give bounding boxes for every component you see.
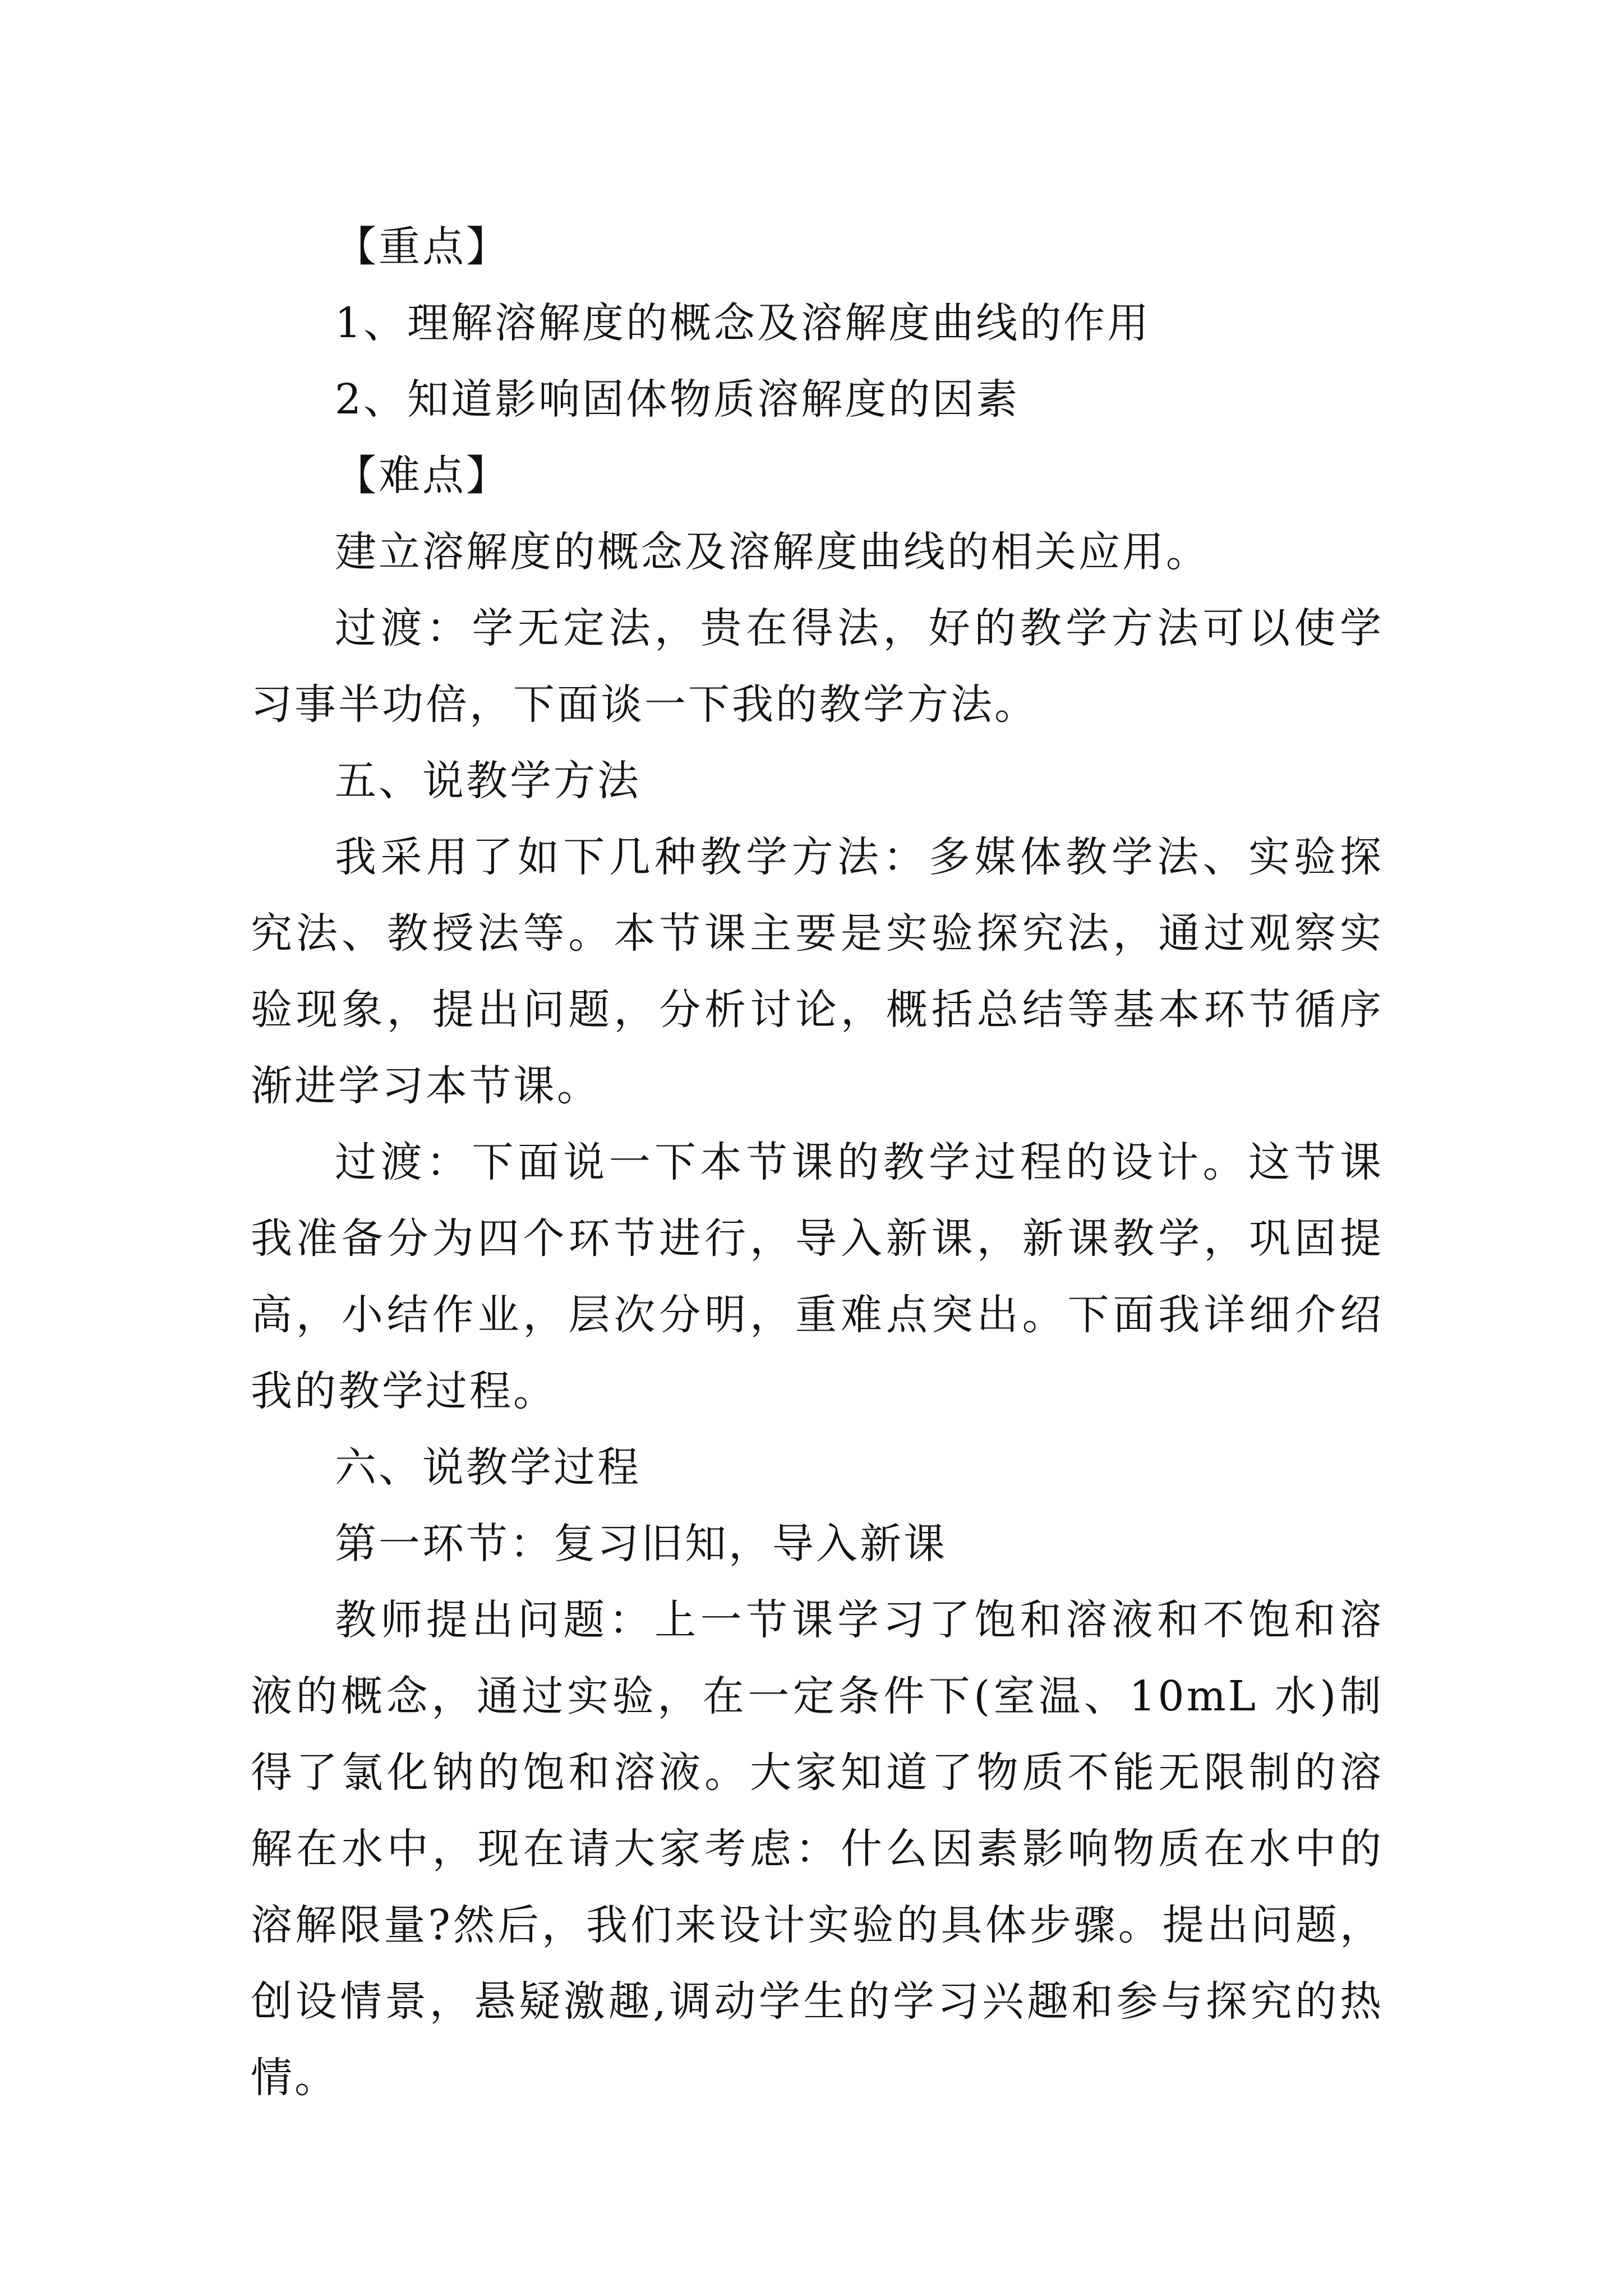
transition-paragraph-1: 过渡：学无定法，贵在得法，好的教学方法可以使学习事半功倍，下面谈一下我的教学方法。 xyxy=(251,604,1384,729)
key-point-1: 1、理解溶解度的概念及溶解度曲线的作用 xyxy=(335,299,1151,347)
transition-paragraph-2: 过渡：下面说一下本节课的教学过程的设计。这节课我准备分为四个环节进行，导入新课，新课教学，巩固提高，小结作业，层次分明，重难点突出。下面我详细介绍我的教学过程。 xyxy=(251,1138,1384,1415)
teaching-methods-paragraph: 我采用了如下几种教学方法：多媒体教学法、实验探究法、教授法等。本节课主要是实验探究法，通过观察实验现象，提出问题，分析讨论，概括总结等基本环节循序渐进学习本节课。 xyxy=(251,833,1384,1110)
teacher-question-paragraph: 教师提出问题：上一节课学习了饱和溶液和不饱和溶液的概念，通过实验，在一定条件下(室温、10mL 水)制得了氯化钠的饱和溶液。大家知道了物质不能无限制的溶解在水中，现在请大家考虑：什么因素影响物质在水中的溶解限量?然后，我们来设计实验的具体步骤。提出问题，创设情景，悬疑激趣,调动学生的学习兴趣和参与探究的热情。 xyxy=(251,1596,1384,2102)
heading-difficult-points: 【难点】 xyxy=(335,452,510,500)
key-point-2: 2、知道影响固体物质溶解度的因素 xyxy=(335,375,1020,424)
section-heading-teaching-methods: 五、说教学方法 xyxy=(335,757,641,805)
section-heading-teaching-process: 六、说教学过程 xyxy=(335,1443,641,1492)
difficult-point-text: 建立溶解度的概念及溶解度曲线的相关应用。 xyxy=(335,528,1210,576)
heading-key-points: 【重点】 xyxy=(335,223,510,271)
step-one-heading: 第一环节：复习旧知，导入新课 xyxy=(335,1520,947,1568)
document-body xyxy=(251,209,1384,2116)
